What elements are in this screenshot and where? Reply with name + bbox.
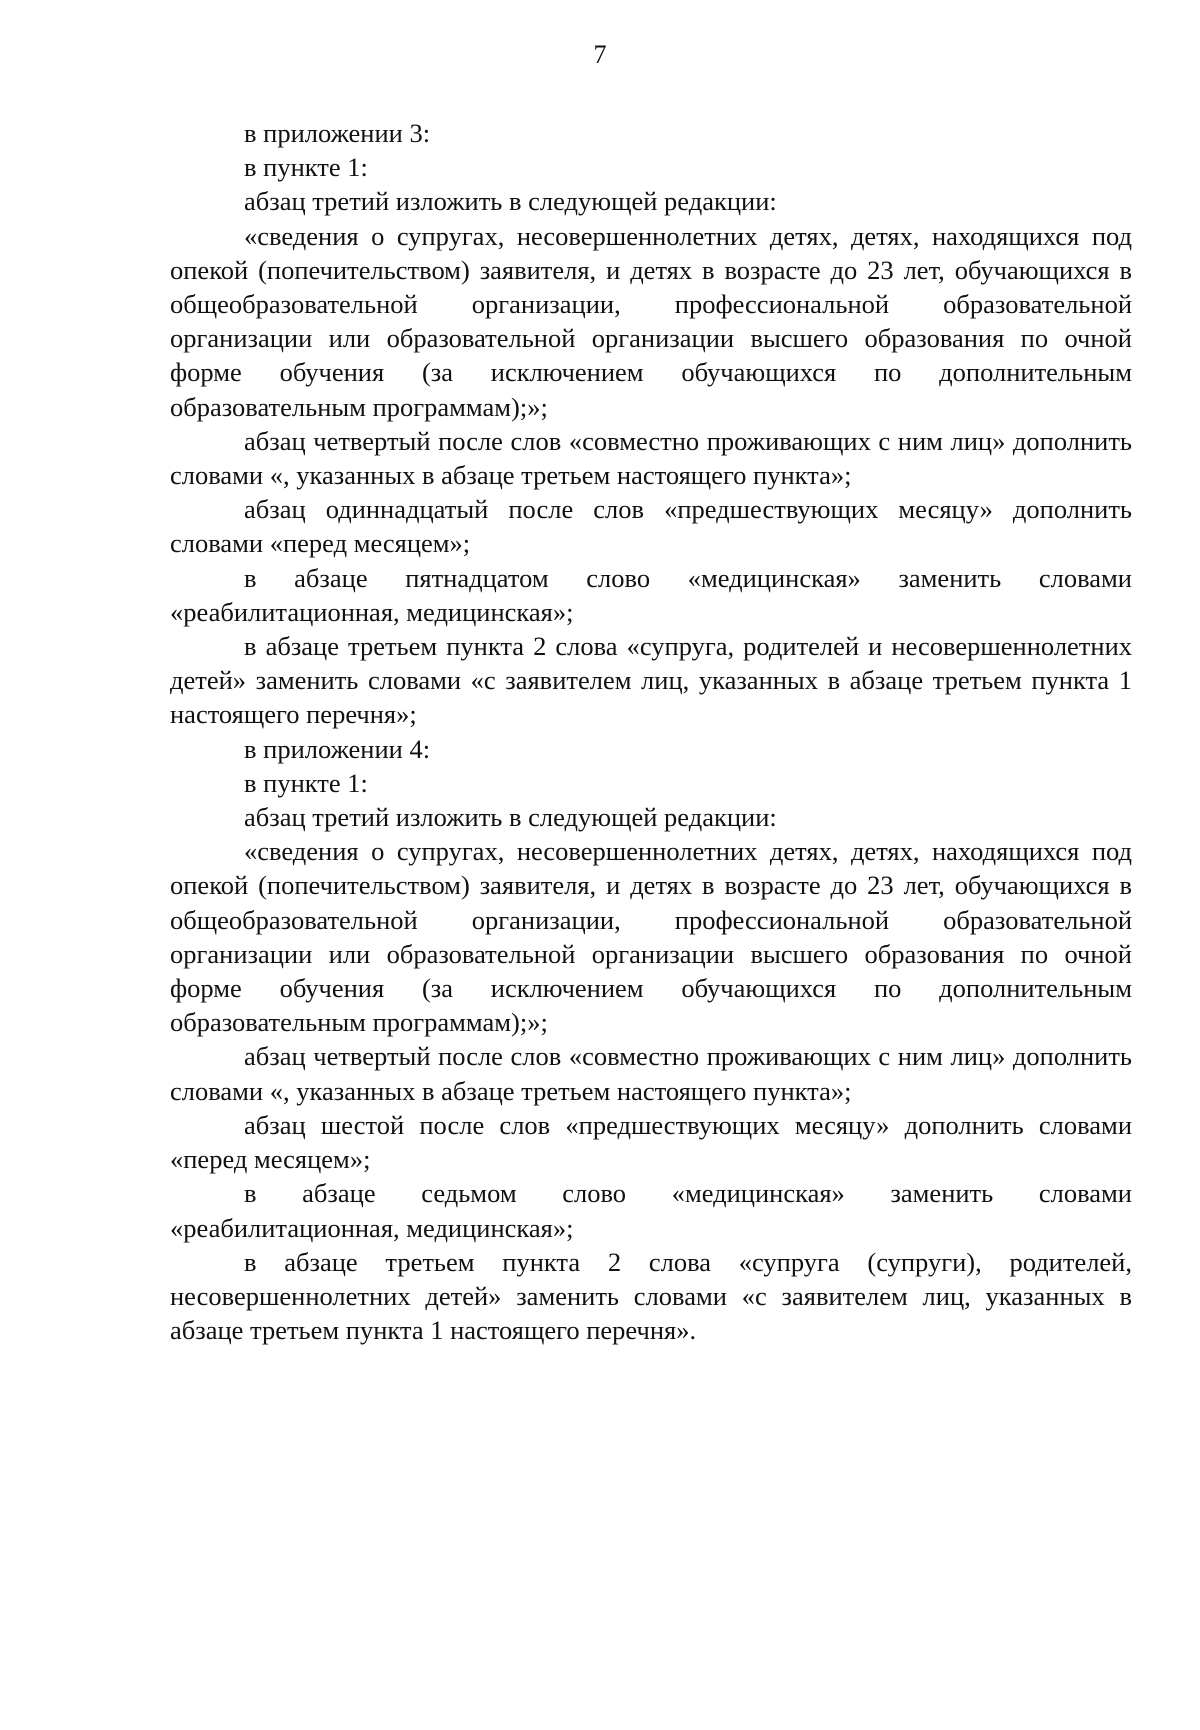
paragraph-amendment: в абзаце пятнадцатом слово «медицинская» заменить словами «реабилитационная, медицинская»; — [170, 562, 1132, 627]
paragraph-new-text: «сведения о супругах, несовершеннолетних детях, детях, находящихся под опекой (попечительством) заявителя, и детях в возрасте до 23 лет, обучающихся в общеобразовательной организации, профессиональной образовательной организации или образовательной организации высшего образования по очной форме обучения (за исключением обучающихся по дополнительным образовательным программам);»; — [170, 220, 1132, 422]
paragraph-instruction: абзац третий изложить в следующей редакции: — [244, 802, 777, 833]
paragraph-item-1: в пункте 1: — [244, 152, 368, 183]
document-body — [170, 116, 1132, 1347]
paragraph-appendix-4: в приложении 4: — [244, 733, 431, 764]
paragraph-new-text: «сведения о супругах, несовершеннолетних детях, детях, находящихся под опекой (попечительством) заявителя, и детях в возрасте до 23 лет, обучающихся в общеобразовательной организации, профессиональной образовательной организации или образовательной организации высшего образования по очной форме обучения (за исключением обучающихся по дополнительным образовательным программам);»; — [170, 836, 1132, 1038]
paragraph-amendment: абзац одиннадцатый после слов «предшествующих месяцу» дополнить словами «перед месяцем»; — [170, 494, 1132, 559]
paragraph-amendment: в абзаце третьем пункта 2 слова «супруга (супруги), родителей, несовершеннолетних детей» заменить словами «с заявителем лиц, указанных в абзаце третьем пункта 1 настоящего перечня». — [170, 1246, 1132, 1346]
paragraph-amendment: в абзаце третьем пункта 2 слова «супруга, родителей и несовершеннолетних детей» заменить словами «с заявителем лиц, указанных в абзаце третьем пункта 1 настоящего перечня»; — [170, 631, 1132, 730]
paragraph-amendment: абзац четвертый после слов «совместно проживающих с ним лиц» дополнить словами «, указанных в абзаце третьем настоящего пункта»; — [170, 425, 1132, 491]
paragraph-instruction: абзац третий изложить в следующей редакции: — [244, 186, 777, 217]
paragraph-amendment: абзац шестой после слов «предшествующих месяцу» дополнить словами «перед месяцем»; — [170, 1109, 1132, 1175]
paragraph-item-1: в пункте 1: — [244, 767, 368, 798]
paragraph-amendment: в абзаце седьмом слово «медицинская» заменить словами «реабилитационная, медицинская»; — [170, 1178, 1132, 1243]
paragraph-amendment: абзац четвертый после слов «совместно проживающих с ним лиц» дополнить словами «, указанных в абзаце третьем настоящего пункта»; — [170, 1041, 1132, 1106]
paragraph-appendix-3: в приложении 3: — [244, 118, 431, 148]
page-number: 7 — [593, 40, 607, 69]
